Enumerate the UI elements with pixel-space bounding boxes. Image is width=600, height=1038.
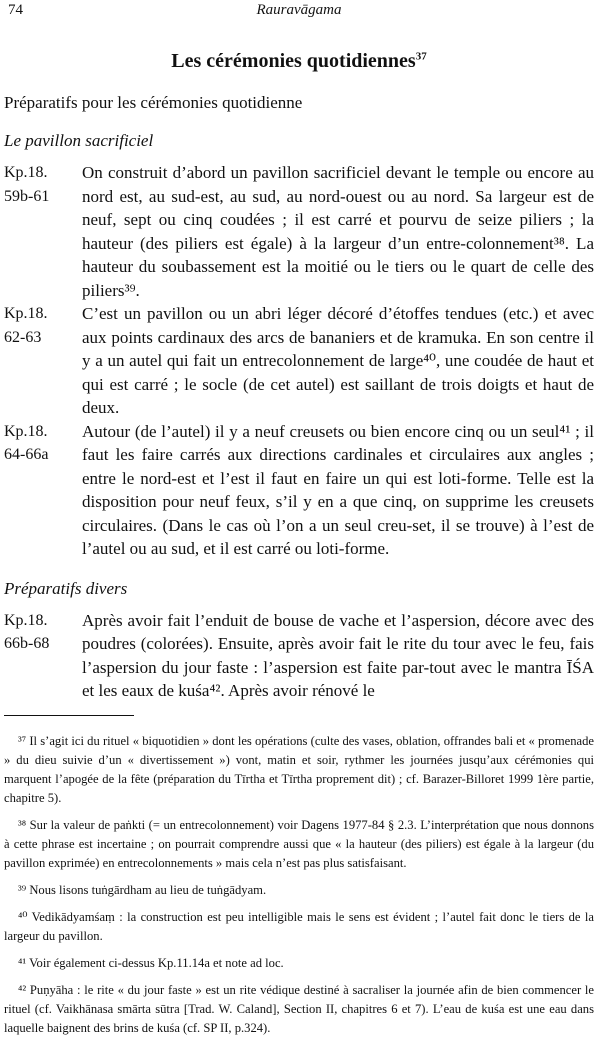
verse-text: Après avoir fait l’enduit de bouse de vache et l’aspersion, décore avec des poudres (colorées). Ensuite, après avoir fait le rite du tour avec le feu, fais l’aspersion du jour faste : l’aspersion est faite par-tout avec le mantra ĪŚA et les eaux de kuśa⁴². Après avoir rénové le: [82, 610, 594, 700]
subtitle: Préparatifs pour les cérémonies quotidienne: [4, 93, 303, 112]
footnote: ³⁸ Sur la valeur de paṅkti (= un entrecolonnement) voir Dagens 1977-84 § 2.3. L’interprétation que nous donnons à cette phrase est incertaine ; on pourrait comprendre aussi que « la hauteur (des piliers) est égale à la largeur (du pavillon exprimée) en entrecolonnements » mais cela n’est pas plus satisfaisant.: [4, 817, 594, 870]
verse-text: C’est un pavillon ou un abri léger décoré d’étoffes tendues (etc.) et avec aux points cardinaux des arcs de bananiers et de kramuka. En son centre il y a un autel qui fait un entrecolonnement de large⁴⁰, une coudée de haut et qui est carré ; le socle (de cet autel) est saillant de trois doigts et haut de deux.: [82, 304, 594, 417]
page-number: 74: [8, 2, 23, 18]
footnote: ⁴² Puṇyāha : le rite « du jour faste » est un rite védique destiné à sacraliser la journée afin de bien commencer le rituel (cf. Vaikhānasa smārta sūtra [Trad. W. Caland], Section II, chapitres 6 et 7). L’eau de kuśa est une eau dans laquelle baignent des brins de kuśa (cf. SP II, p.324).: [4, 982, 594, 1035]
verse-reference: [4, 302, 82, 420]
verse-reference: [4, 609, 82, 703]
chapter-title-note-ref: 37: [415, 50, 427, 63]
ref-line: Kp.18.: [4, 422, 48, 440]
footnotes: [4, 732, 594, 1038]
footnote: ⁴⁰ Vedikādyamśaṃ : la construction est peu intelligible mais le sens est évident ; l’autel fait donc le tiers de la largeur du pavillon.: [4, 909, 594, 943]
section-pavillon: [4, 131, 594, 561]
verse-entry: [4, 161, 594, 302]
verse-entry: [4, 420, 594, 561]
chapter-title-text: Les cérémonies quotidiennes: [171, 50, 416, 72]
section-preparatifs: [4, 579, 594, 703]
verse-entry: [4, 609, 594, 703]
chapter-title: [4, 50, 594, 73]
running-header: [4, 0, 594, 26]
ref-line: Kp.18.: [4, 611, 48, 629]
running-title: Rauravāgama: [256, 2, 342, 18]
verse-reference: [4, 161, 82, 302]
footnote-separator: [4, 715, 134, 716]
footnote: ⁴¹ Voir également ci-dessus Kp.11.14a et note ad loc.: [18, 955, 284, 970]
verse-reference: [4, 420, 82, 561]
ref-line: Kp.18.: [4, 305, 48, 322]
verse-text: Autour (de l’autel) il y a neuf creusets ou bien encore cinq ou un seul⁴¹ ; il faut les faire carrés aux directions cardinales et circulaires aux angles ; entre le nord-est et l’est il faut en faire un qui est loti-forme. Telle est la disposition pour neuf feux, s’il y en a que cinq, on supprime les creusets circulaires. (Dans le cas où l’on a un seul creu-set, il se trouve) à l’est de l’autel ou au sud, et il est carré ou loti-forme.: [82, 421, 594, 558]
ref-line: 64-66a: [4, 446, 49, 463]
verse-entry: [4, 302, 594, 420]
section-heading: Préparatifs divers: [4, 578, 128, 598]
footnote: ³⁷ Il s’agit ici du rituel « biquotidien » dont les opérations (culte des vases, oblation, offrandes bali et « promenade » du dieu suivie d’un « divertissement ») vont, matin et soir, rythmer les journées jusqu’aux cérémonies qui marquent l’apogée de la fête (préparation du Tīrtha et Tīrtha proprement dit) ; cf. Barazer-Billoret 1999 1ère partie, chapitre 5).: [4, 733, 594, 805]
ref-line: 62-63: [4, 328, 42, 346]
ref-line: 66b-68: [4, 635, 50, 652]
ref-line: 59b-61: [4, 187, 50, 205]
ref-line: Kp.18.: [4, 164, 48, 181]
section-heading: Le pavillon sacrificiel: [4, 131, 154, 150]
verse-text: On construit d’abord un pavillon sacrificiel devant le temple ou encore au nord est, au sud-est, au sud, au nord-ouest ou au nord. Sa largeur est de neuf, sept ou cinq coudées ; il est carré et pourvu de seize piliers ; la hauteur (des piliers est égale) à la largeur d’un entre-colonnement³⁸. La hauteur du soubassement est la moitié ou le tiers ou le quart de celle des piliers³⁹.: [82, 163, 594, 300]
footnote: ³⁹ Nous lisons tuṅgārdham au lieu de tuṅgādyam.: [18, 882, 267, 897]
